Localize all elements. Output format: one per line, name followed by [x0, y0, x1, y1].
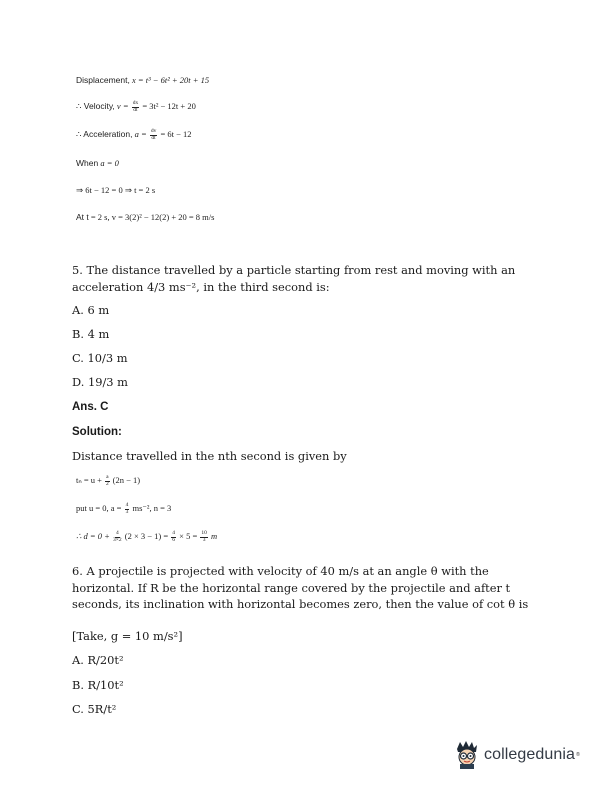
fraction-dv-dt: $\frac{dv}{dt}$: [150, 128, 157, 141]
fraction-4-3: $\frac{4}{3}$: [125, 502, 129, 515]
q6-option-a: A. R/20t²: [72, 653, 124, 667]
fraction-4-over-3x2: $\frac{4}{3\times 2}$: [113, 530, 122, 543]
fraction-a-2: $\frac{a}{2}$: [105, 474, 109, 487]
q5-substitution: put u = 0, a = $\frac{4}{3}$ ms⁻², n = 3: [76, 502, 172, 515]
mascot-icon: [454, 740, 480, 770]
derivation-velocity: ∴ Velocity, v = $\frac{dx}{dt}$ = 3t² − 12t + 20: [76, 100, 196, 113]
q5-option-a: A. 6 m: [72, 303, 110, 317]
q5-answer: Ans. C: [72, 401, 109, 413]
fraction-dx-dt: $\frac{dx}{dt}$: [132, 100, 139, 113]
derivation-displacement: Displacement, x = t³ − 6t² + 20t + 15: [76, 75, 210, 85]
fraction-10-3: $\frac{10}{3}$: [201, 530, 207, 543]
derivation-acceleration: ∴ Acceleration, a = $\frac{dv}{dt}$ = 6t − 12: [76, 128, 192, 141]
registered-mark-icon: ®: [576, 752, 580, 758]
brand-name: collegedunia: [484, 746, 576, 763]
brand-logo: [454, 740, 580, 770]
q5-option-b: B. 4 m: [72, 327, 110, 341]
fraction-4-6: $\frac{4}{6}$: [172, 530, 176, 543]
q6-question: 6. A projectile is projected with velocity of 40 m/s at an angle θ with the horizontal. If R be the horizontal range covered by the projectile and after t seconds, its inclination with horizontal becomes zero, then the value of cot θ is: [72, 564, 529, 611]
derivation-solve-t: ⇒ 6t − 12 = 0 ⇒ t = 2 s: [76, 185, 156, 195]
q5-solution-label: Solution:: [72, 426, 122, 438]
q5-formula: tₙ = u + $\frac{a}{2}$ (2n − 1): [76, 474, 141, 487]
q5-solution-text: Distance travelled in the nth second is given by: [72, 449, 347, 463]
q5-result: ∴ d = 0 + $\frac{4}{3\times 2}$ (2 × 3 − 1) = $\frac{4}{6}$ × 5 = $\frac{10}{3}$ m: [76, 530, 218, 543]
q6-given: [Take, g = 10 m/s²]: [72, 629, 183, 643]
q6-option-c: C. 5R/t²: [72, 702, 117, 716]
q5-option-c: C. 10/3 m: [72, 351, 128, 365]
q5-option-d: D. 19/3 m: [72, 375, 128, 389]
derivation-condition: When a = 0: [76, 158, 119, 168]
q6-option-b: B. R/10t²: [72, 678, 124, 692]
q5-question: 5. The distance travelled by a particle starting from rest and moving with an acceleration 4/3 ms⁻², in the third second is:: [72, 263, 516, 294]
derivation-velocity-result: At t = 2 s, v = 3(2)² − 12(2) + 20 = 8 m/s: [76, 212, 215, 222]
